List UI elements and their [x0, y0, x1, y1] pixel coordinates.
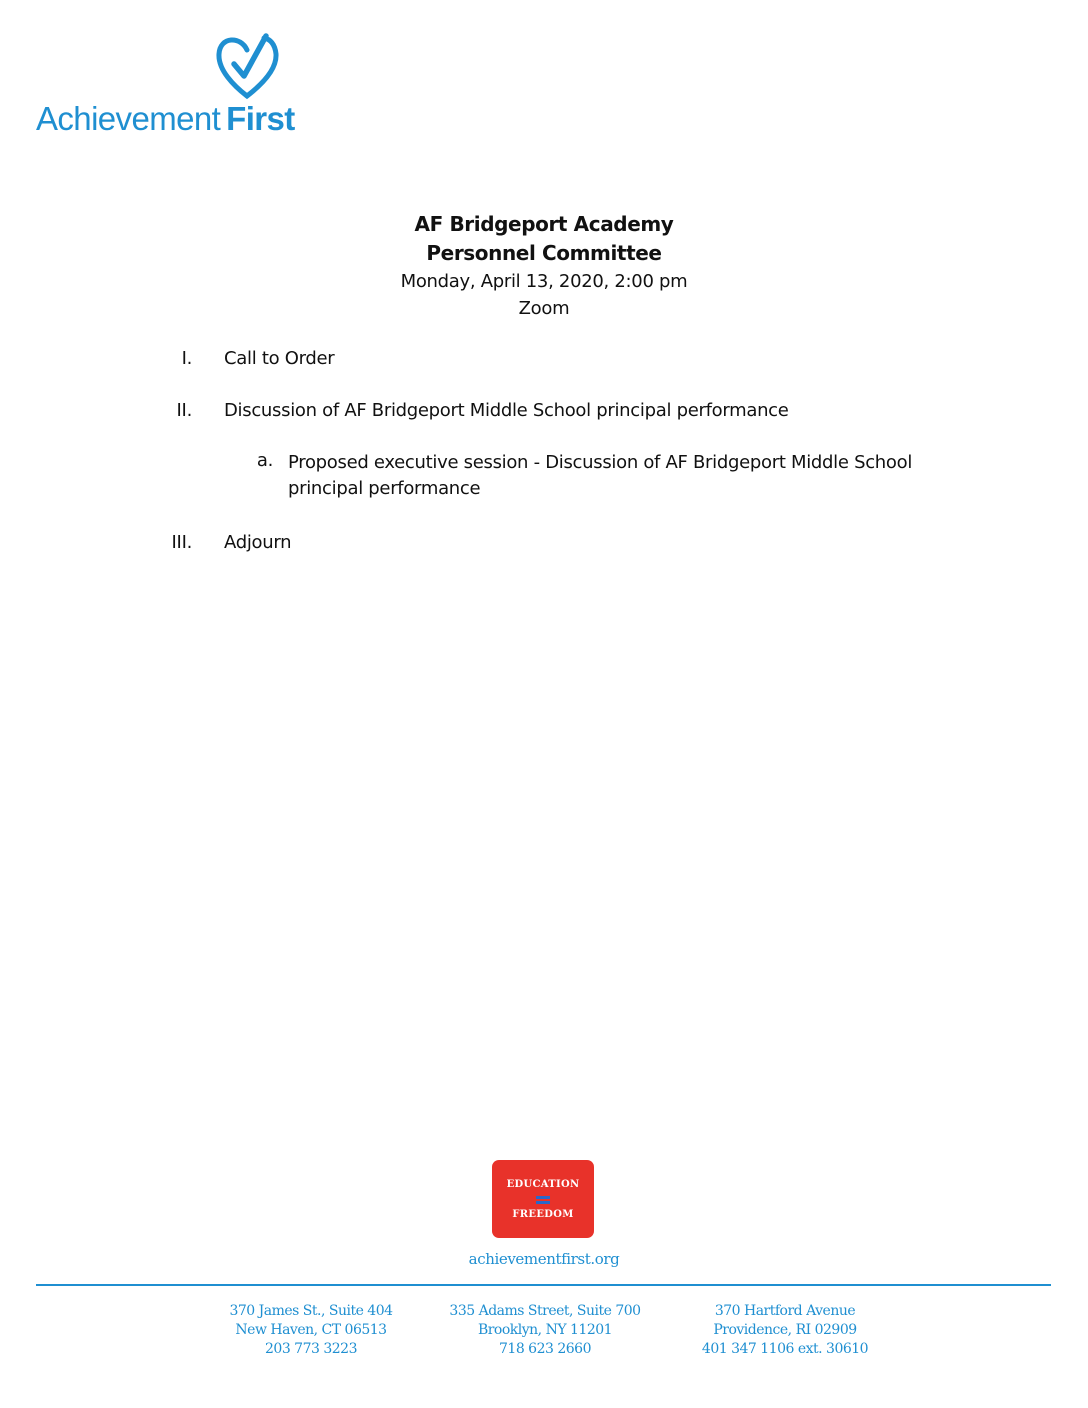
address-city: Brooklyn, NY 11201 [477, 1322, 613, 1338]
agenda-subitem-text: Proposed executive session - Discussion of AF Bridgeport Middle School principal performance [288, 452, 913, 499]
address-phone: 718 623 2660 [499, 1341, 591, 1357]
website-link[interactable]: achievementfirst.org [468, 1250, 620, 1268]
address-phone: 401 347 1106 ext. 30610 [701, 1341, 869, 1357]
logo-word-achievement: Achievement [36, 100, 221, 137]
logo-word-first: First [226, 100, 295, 137]
address-city: New Haven, CT 06513 [235, 1322, 387, 1338]
address-street: 370 Hartford Avenue [714, 1303, 856, 1319]
agenda-item-text: Discussion of AF Bridgeport Middle School principal performance [224, 400, 789, 421]
agenda-item-number: II. [176, 400, 192, 421]
address-street: 370 James St., Suite 404 [229, 1303, 393, 1319]
achievement-first-logo [36, 28, 346, 140]
address-phone: 203 773 3223 [265, 1341, 357, 1357]
check-heart-icon [214, 30, 284, 100]
badge-line-freedom: FREEDOM [512, 1209, 574, 1220]
address-new-haven [181, 1302, 441, 1359]
address-city: Providence, RI 02909 [713, 1322, 857, 1338]
organization-title: AF Bridgeport Academy [414, 212, 674, 236]
address-street: 335 Adams Street, Suite 700 [449, 1303, 641, 1319]
address-providence [655, 1302, 915, 1359]
committee-title: Personnel Committee [426, 241, 662, 265]
agenda-item-number: III. [171, 532, 192, 553]
agenda-item-text: Adjourn [224, 532, 292, 553]
agenda-item-text: Call to Order [224, 348, 335, 369]
document-header [0, 210, 1088, 322]
equals-icon [536, 1196, 550, 1204]
agenda-item-number: I. [181, 348, 192, 369]
logo-wordmark [36, 102, 295, 135]
address-brooklyn [415, 1302, 675, 1359]
education-freedom-badge [492, 1160, 594, 1238]
meeting-location: Zoom [518, 298, 570, 319]
agenda-subitem-label: a. [256, 450, 273, 471]
meeting-datetime: Monday, April 13, 2020, 2:00 pm [400, 271, 688, 292]
badge-line-education: EDUCATION [506, 1179, 580, 1190]
footer-divider [36, 1284, 1051, 1286]
